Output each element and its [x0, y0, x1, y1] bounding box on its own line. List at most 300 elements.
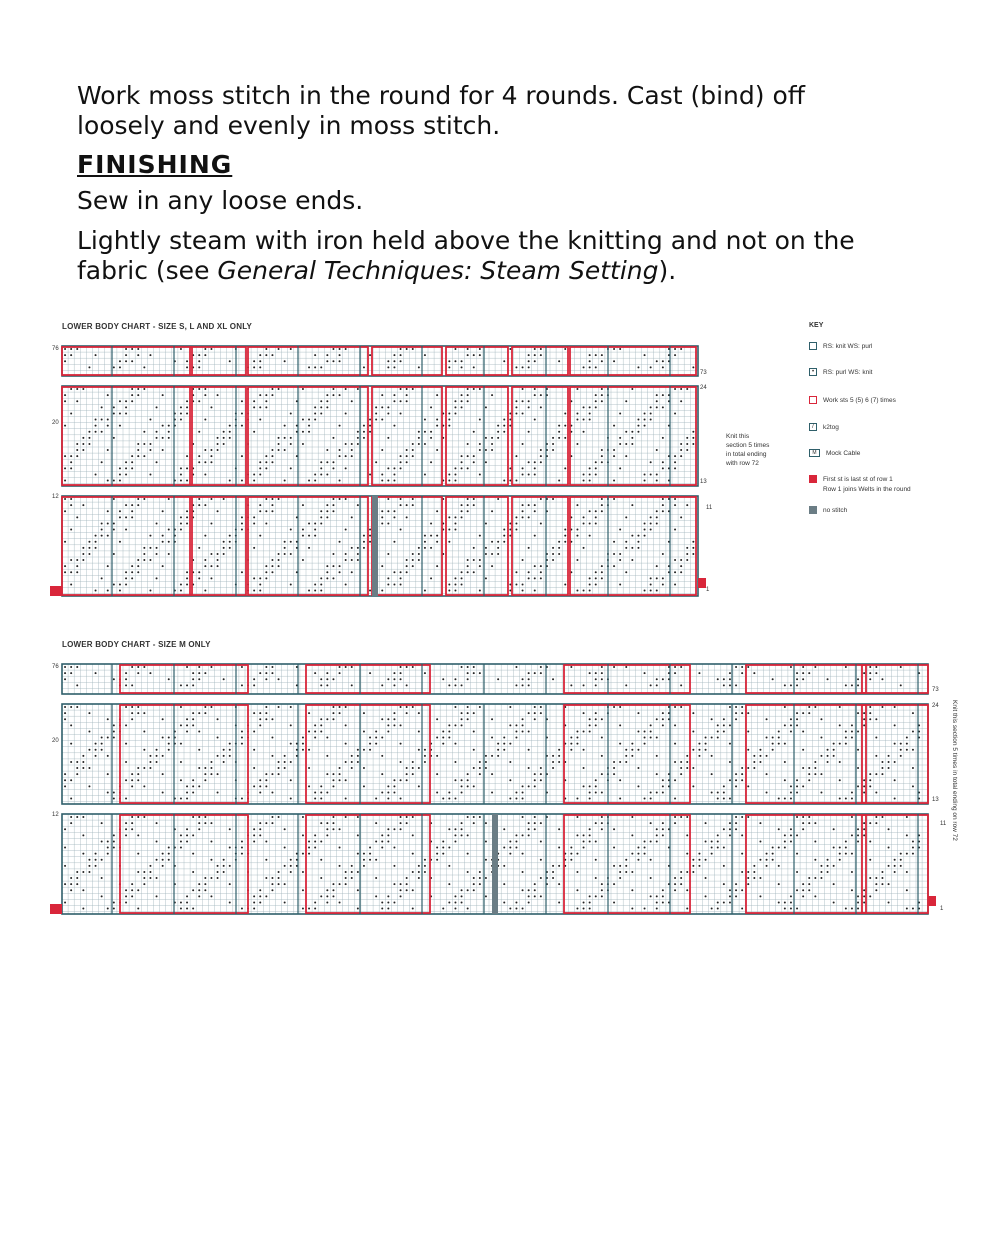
- purl-dot: [680, 400, 682, 402]
- purl-dot: [485, 767, 487, 769]
- purl-dot: [692, 431, 694, 433]
- purl-dot: [332, 498, 334, 500]
- purl-dot: [375, 895, 377, 897]
- purl-dot: [64, 498, 66, 500]
- purl-dot: [339, 449, 341, 451]
- purl-dot: [406, 706, 408, 708]
- purl-dot: [650, 737, 652, 739]
- purl-dot: [131, 461, 133, 463]
- purl-dot: [686, 437, 688, 439]
- purl-dot: [125, 461, 127, 463]
- purl-dot: [430, 547, 432, 549]
- purl-dot: [186, 798, 188, 800]
- purl-dot: [345, 761, 347, 763]
- purl-dot: [125, 724, 127, 726]
- purl-dot: [339, 712, 341, 714]
- purl-dot: [473, 785, 475, 787]
- purl-dot: [644, 798, 646, 800]
- purl-dot: [875, 889, 877, 891]
- repeat-outline: [306, 705, 430, 803]
- purl-dot: [332, 718, 334, 720]
- purl-dot: [473, 666, 475, 668]
- purl-dot: [131, 822, 133, 824]
- purl-dot: [674, 798, 676, 800]
- purl-dot: [406, 504, 408, 506]
- purl-dot: [119, 590, 121, 592]
- purl-dot: [95, 865, 97, 867]
- purl-dot: [156, 431, 158, 433]
- key-item-text: RS: knit WS: purl: [823, 343, 873, 350]
- purl-dot: [552, 761, 554, 763]
- purl-dot: [406, 712, 408, 714]
- purl-dot: [143, 749, 145, 751]
- purl-dot: [662, 822, 664, 824]
- purl-dot: [564, 529, 566, 531]
- key-item: [809, 475, 969, 495]
- purl-dot: [64, 354, 66, 356]
- purl-dot: [790, 684, 792, 686]
- purl-dot: [515, 571, 517, 573]
- purl-dot: [515, 480, 517, 482]
- purl-dot: [790, 895, 792, 897]
- purl-dot: [308, 480, 310, 482]
- purl-dot: [290, 706, 292, 708]
- purl-dot: [64, 785, 66, 787]
- purl-dot: [241, 684, 243, 686]
- purl-dot: [125, 684, 127, 686]
- purl-dot: [448, 798, 450, 800]
- purl-dot: [290, 553, 292, 555]
- purl-dot: [400, 678, 402, 680]
- purl-dot: [778, 828, 780, 830]
- purl-dot: [662, 901, 664, 903]
- purl-dot: [753, 761, 755, 763]
- purl-dot: [863, 834, 865, 836]
- purl-dot: [497, 755, 499, 757]
- purl-dot: [149, 559, 151, 561]
- purl-dot: [589, 908, 591, 910]
- purl-dot: [186, 412, 188, 414]
- purl-dot: [406, 889, 408, 891]
- purl-dot: [717, 798, 719, 800]
- purl-dot: [332, 895, 334, 897]
- purl-dot: [448, 366, 450, 368]
- purl-dot: [339, 455, 341, 457]
- purl-dot: [290, 779, 292, 781]
- purl-dot: [320, 522, 322, 524]
- purl-dot: [650, 461, 652, 463]
- purl-dot: [320, 859, 322, 861]
- purl-dot: [259, 779, 261, 781]
- purl-dot: [900, 865, 902, 867]
- purl-dot: [345, 877, 347, 879]
- purl-dot: [308, 730, 310, 732]
- purl-dot: [656, 480, 658, 482]
- purl-dot: [595, 859, 597, 861]
- purl-dot: [375, 419, 377, 421]
- purl-dot: [656, 718, 658, 720]
- purl-dot: [857, 712, 859, 714]
- purl-dot: [351, 871, 353, 873]
- purl-dot: [156, 761, 158, 763]
- purl-dot: [692, 865, 694, 867]
- purl-dot: [802, 678, 804, 680]
- purl-dot: [156, 755, 158, 757]
- purl-dot: [308, 785, 310, 787]
- purl-dot: [723, 847, 725, 849]
- purl-dot: [64, 394, 66, 396]
- purl-dot: [64, 712, 66, 714]
- purl-dot: [540, 779, 542, 781]
- purl-dot: [125, 798, 127, 800]
- purl-dot: [802, 749, 804, 751]
- purl-dot: [796, 834, 798, 836]
- purl-dot: [650, 473, 652, 475]
- purl-dot: [576, 730, 578, 732]
- purl-dot: [76, 516, 78, 518]
- purl-dot: [162, 737, 164, 739]
- purl-dot: [729, 706, 731, 708]
- purl-dot: [772, 859, 774, 861]
- purl-dot: [332, 553, 334, 555]
- start-marker: [50, 904, 62, 914]
- purl-dot: [332, 773, 334, 775]
- purl-dot: [674, 761, 676, 763]
- purl-dot: [705, 743, 707, 745]
- purl-dot: [278, 437, 280, 439]
- purl-dot: [808, 773, 810, 775]
- purl-dot: [253, 590, 255, 592]
- purl-dot: [326, 461, 328, 463]
- purl-dot: [418, 431, 420, 433]
- purl-dot: [198, 822, 200, 824]
- purl-dot: [595, 779, 597, 781]
- purl-dot: [790, 834, 792, 836]
- purl-dot: [759, 840, 761, 842]
- purl-dot: [662, 360, 664, 362]
- purl-dot: [461, 712, 463, 714]
- purl-dot: [576, 388, 578, 390]
- purl-dot: [613, 480, 615, 482]
- purl-dot: [583, 730, 585, 732]
- purl-dot: [162, 535, 164, 537]
- purl-dot: [82, 767, 84, 769]
- purl-dot: [229, 755, 231, 757]
- purl-dot: [70, 504, 72, 506]
- purl-dot: [210, 455, 212, 457]
- purl-dot: [796, 712, 798, 714]
- chart1-right-label-24: 24: [700, 385, 707, 391]
- purl-dot: [265, 666, 267, 668]
- purl-dot: [217, 871, 219, 873]
- purl-dot: [522, 791, 524, 793]
- purl-dot: [650, 419, 652, 421]
- purl-dot: [790, 791, 792, 793]
- chart1-right-label-13: 13: [700, 479, 707, 485]
- purl-dot: [192, 791, 194, 793]
- purl-dot: [180, 516, 182, 518]
- purl-dot: [192, 816, 194, 818]
- purl-dot: [400, 889, 402, 891]
- purl-dot: [95, 473, 97, 475]
- purl-dot: [735, 779, 737, 781]
- purl-dot: [125, 761, 127, 763]
- purl-dot: [381, 791, 383, 793]
- purl-dot: [210, 877, 212, 879]
- purl-dot: [406, 816, 408, 818]
- purl-dot: [741, 779, 743, 781]
- purl-dot: [131, 504, 133, 506]
- purl-dot: [467, 467, 469, 469]
- purl-dot: [107, 755, 109, 757]
- purl-dot: [320, 791, 322, 793]
- purl-dot: [814, 761, 816, 763]
- purl-dot: [528, 712, 530, 714]
- purl-dot: [70, 461, 72, 463]
- purl-dot: [601, 510, 603, 512]
- purl-dot: [613, 761, 615, 763]
- purl-dot: [827, 865, 829, 867]
- purl-dot: [698, 859, 700, 861]
- purl-dot: [881, 761, 883, 763]
- purl-dot: [723, 724, 725, 726]
- purl-dot: [76, 816, 78, 818]
- purl-dot: [271, 877, 273, 879]
- purl-dot: [766, 791, 768, 793]
- purl-dot: [741, 712, 743, 714]
- purl-dot: [698, 749, 700, 751]
- purl-dot: [479, 816, 481, 818]
- purl-dot: [418, 871, 420, 873]
- purl-dot: [113, 791, 115, 793]
- purl-dot: [717, 840, 719, 842]
- purl-dot: [400, 798, 402, 800]
- purl-dot: [613, 565, 615, 567]
- purl-dot: [583, 516, 585, 518]
- purl-dot: [619, 877, 621, 879]
- purl-dot: [131, 883, 133, 885]
- purl-dot: [912, 767, 914, 769]
- purl-dot: [253, 547, 255, 549]
- purl-dot: [393, 394, 395, 396]
- purl-dot: [332, 706, 334, 708]
- purl-dot: [509, 412, 511, 414]
- purl-dot: [339, 666, 341, 668]
- purl-dot: [656, 522, 658, 524]
- purl-dot: [674, 889, 676, 891]
- purl-dot: [534, 419, 536, 421]
- purl-dot: [595, 785, 597, 787]
- purl-dot: [393, 400, 395, 402]
- purl-dot: [326, 684, 328, 686]
- purl-dot: [479, 388, 481, 390]
- purl-dot: [589, 535, 591, 537]
- purl-dot: [802, 767, 804, 769]
- purl-dot: [912, 847, 914, 849]
- purl-dot: [473, 559, 475, 561]
- purl-dot: [863, 895, 865, 897]
- purl-dot: [662, 785, 664, 787]
- purl-dot: [497, 437, 499, 439]
- purl-dot: [686, 443, 688, 445]
- purl-dot: [790, 908, 792, 910]
- purl-dot: [186, 366, 188, 368]
- purl-dot: [467, 853, 469, 855]
- purl-dot: [522, 443, 524, 445]
- purl-dot: [509, 853, 511, 855]
- purl-dot: [70, 666, 72, 668]
- purl-dot: [747, 767, 749, 769]
- purl-dot: [430, 461, 432, 463]
- purl-dot: [204, 779, 206, 781]
- purl-dot: [528, 473, 530, 475]
- purl-dot: [631, 889, 633, 891]
- purl-dot: [259, 535, 261, 537]
- purl-dot: [125, 412, 127, 414]
- purl-dot: [406, 449, 408, 451]
- purl-dot: [70, 455, 72, 457]
- purl-dot: [70, 822, 72, 824]
- purl-dot: [522, 467, 524, 469]
- purl-dot: [461, 785, 463, 787]
- purl-dot: [393, 828, 395, 830]
- purl-dot: [241, 412, 243, 414]
- purl-dot: [326, 678, 328, 680]
- purl-dot: [528, 504, 530, 506]
- purl-dot: [393, 480, 395, 482]
- purl-dot: [180, 529, 182, 531]
- purl-dot: [131, 455, 133, 457]
- purl-dot: [180, 798, 182, 800]
- purl-dot: [290, 583, 292, 585]
- purl-dot: [369, 749, 371, 751]
- purl-dot: [412, 761, 414, 763]
- purl-dot: [753, 672, 755, 674]
- repeat-outline: [512, 387, 568, 485]
- empty-square-icon: [809, 342, 817, 350]
- purl-dot: [583, 366, 585, 368]
- purl-dot: [125, 889, 127, 891]
- purl-dot: [88, 767, 90, 769]
- purl-dot: [345, 583, 347, 585]
- purl-dot: [265, 859, 267, 861]
- purl-dot: [906, 889, 908, 891]
- purl-dot: [314, 791, 316, 793]
- purl-dot: [339, 354, 341, 356]
- purl-dot: [845, 853, 847, 855]
- purl-dot: [528, 785, 530, 787]
- chart2-left-label-top: 76: [52, 664, 59, 670]
- purl-dot: [357, 437, 359, 439]
- purl-dot: [265, 354, 267, 356]
- purl-dot: [88, 366, 90, 368]
- purl-dot: [253, 400, 255, 402]
- purl-dot: [467, 571, 469, 573]
- purl-dot: [339, 425, 341, 427]
- purl-dot: [375, 730, 377, 732]
- purl-dot: [595, 718, 597, 720]
- purl-dot: [741, 767, 743, 769]
- purl-dot: [778, 743, 780, 745]
- purl-dot: [820, 755, 822, 757]
- purl-dot: [113, 480, 115, 482]
- purl-dot: [162, 865, 164, 867]
- purl-dot: [461, 834, 463, 836]
- purl-dot: [259, 467, 261, 469]
- purl-dot: [381, 590, 383, 592]
- purl-dot: [259, 724, 261, 726]
- purl-dot: [631, 743, 633, 745]
- purl-dot: [308, 712, 310, 714]
- purl-dot: [583, 473, 585, 475]
- purl-dot: [674, 455, 676, 457]
- purl-dot: [448, 883, 450, 885]
- purl-dot: [320, 822, 322, 824]
- purl-dot: [253, 480, 255, 482]
- purl-dot: [576, 889, 578, 891]
- purl-dot: [406, 822, 408, 824]
- purl-dot: [881, 883, 883, 885]
- purl-dot: [790, 901, 792, 903]
- purl-dot: [833, 847, 835, 849]
- purl-dot: [656, 737, 658, 739]
- start-marker: [50, 586, 62, 596]
- purl-dot: [107, 847, 109, 849]
- purl-dot: [387, 828, 389, 830]
- purl-dot: [625, 859, 627, 861]
- purl-dot: [473, 816, 475, 818]
- purl-dot: [125, 354, 127, 356]
- purl-dot: [692, 871, 694, 873]
- purl-dot: [217, 394, 219, 396]
- purl-dot: [302, 834, 304, 836]
- purl-dot: [540, 859, 542, 861]
- purl-dot: [284, 883, 286, 885]
- purl-dot: [204, 590, 206, 592]
- purl-dot: [113, 553, 115, 555]
- purl-dot: [302, 743, 304, 745]
- purl-dot: [369, 425, 371, 427]
- purl-dot: [314, 840, 316, 842]
- purl-dot: [82, 449, 84, 451]
- purl-dot: [747, 749, 749, 751]
- purl-dot: [448, 541, 450, 543]
- purl-dot: [393, 678, 395, 680]
- purl-dot: [589, 577, 591, 579]
- purl-dot: [308, 431, 310, 433]
- purl-dot: [406, 684, 408, 686]
- purl-dot: [656, 773, 658, 775]
- purl-dot: [131, 666, 133, 668]
- purl-dot: [619, 443, 621, 445]
- purl-dot: [680, 449, 682, 451]
- purl-dot: [64, 360, 66, 362]
- purl-dot: [265, 718, 267, 720]
- purl-dot: [583, 901, 585, 903]
- purl-dot: [82, 908, 84, 910]
- purl-dot: [467, 354, 469, 356]
- purl-dot: [534, 822, 536, 824]
- purl-dot: [467, 908, 469, 910]
- purl-dot: [674, 779, 676, 781]
- purl-dot: [583, 419, 585, 421]
- purl-dot: [619, 871, 621, 873]
- purl-dot: [125, 895, 127, 897]
- purl-dot: [723, 684, 725, 686]
- purl-dot: [125, 678, 127, 680]
- purl-dot: [778, 737, 780, 739]
- purl-dot: [204, 354, 206, 356]
